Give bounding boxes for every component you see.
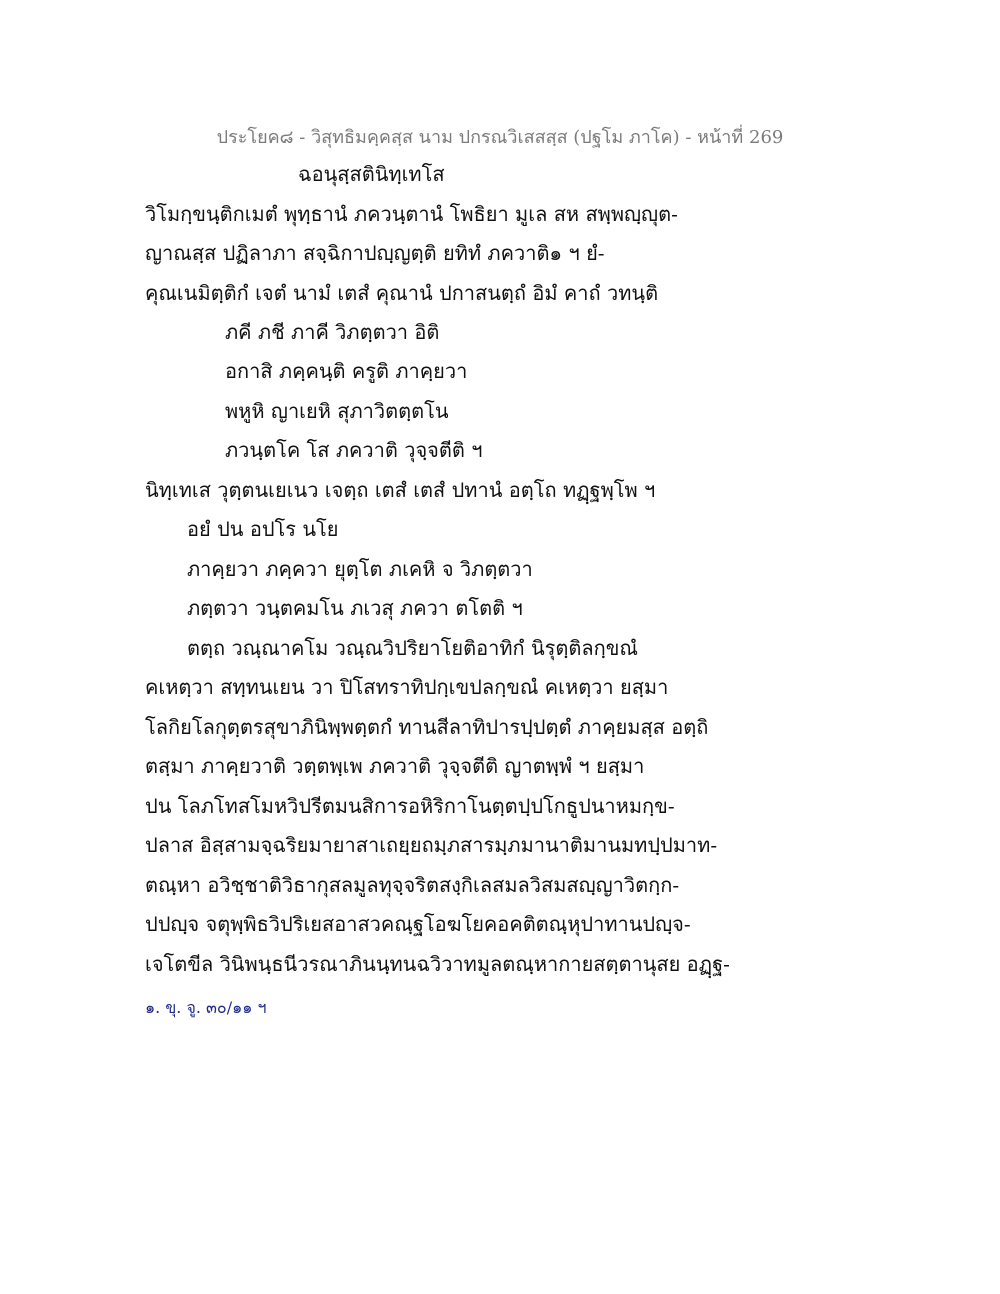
verse-line: ภตฺตวา วนฺตคมโน ภเวสุ ภควา ตโตติ ฯ — [187, 596, 523, 620]
verse-line: ภาคฺยวา ภคฺควา ยุตฺโต ภเคหิ จ วิภตฺตวา — [187, 557, 533, 581]
text-line: ปปญฺจ จตุพฺพิธวิปริเยสอาสวคณฺฐโอฆโยคอคติตณฺหุปาทานปญฺจ- — [145, 912, 691, 936]
text-line: คเหตฺวา สทฺทนเยน วา ปิโสทราทิปกฺเขปลกฺขณํ คเหตฺวา ยสฺมา — [145, 675, 669, 699]
text-line: โลกิยโลกุตฺตรสุขาภินิพฺพตฺตกํ ทานสีลาทิปารปฺปตฺตํ ภาคฺยมสฺส อตฺถิ — [145, 715, 709, 739]
text-line: อยํ ปน อปโร นโย — [187, 517, 339, 541]
text-line: ตตฺถ วณฺณาคโม วณฺณวิปริยาโยติอาทิกํ นิรุตฺติลกฺขณํ — [187, 636, 638, 660]
text-line: เจโตขีล วินิพนฺธนีวรณาภินนฺทนฉวิวาทมูลตณฺหากายสตฺตานุสย อฏฺฐ- — [145, 952, 730, 976]
text-line: ตสฺมา ภาคฺยวาติ วตฺตพฺเพ ภควาติ วุจฺจตีติ ญาตพฺพํ ฯ ยสฺมา — [145, 754, 645, 778]
text-line: วิโมกฺขนฺติกเมตํ พุทฺธานํ ภควนฺตานํ โพธิยา มูเล สห สพฺพญฺญุต- — [145, 202, 678, 226]
verse-line: พหูหิ ญาเยหิ สุภาวิตตฺตโน — [225, 399, 449, 423]
page-header: ประโยค๘ - วิสุทธิมคฺคสฺส นาม ปกรณวิเสสสฺส (ปฐโม ภาโค) - หน้าที่ 269 — [216, 127, 784, 148]
text-line: นิทฺเทเส วุตฺตนเยเนว เจตฺถ เตสํ เตสํ ปทานํ อตฺโถ ทฏฺฐพฺโพ ฯ — [145, 478, 656, 502]
section-title: ฉอนุสฺสตินิทฺเทโส — [298, 162, 445, 186]
text-line: ปลาส อิสฺสามจฺฉริยมายาสาเถยฺยถมฺภสารมฺภมานาติมานมทปฺปมาท- — [145, 833, 718, 857]
text-line: ตณฺหา อวิชฺชาติวิธากุสลมูลทุจฺจริตสงฺกิเลสมลวิสมสญฺญาวิตกฺก- — [145, 873, 680, 897]
text-line: ญาณสฺส ปฏิลาภา สจฺฉิกาปญฺญตฺติ ยทิทํ ภควาติ๑ ฯ ยํ- — [145, 241, 605, 265]
footnote: ๑. ขุ. จู. ๓๐/๑๑ ฯ — [145, 998, 267, 1017]
text-line: ปน โลภโทสโมหวิปรีตมนสิการอหิริกาโนตฺตปฺปโกธูปนาหมกฺข- — [145, 794, 675, 818]
text-line: คุณเนมิตฺติกํ เจตํ นามํ เตสํ คุณานํ ปกาสนตฺถํ อิมํ คาถํ วทนฺติ — [145, 281, 659, 305]
verse-line: ภคี ภชี ภาคี วิภตฺตวา อิติ — [225, 320, 440, 344]
verse-line: อกาสิ ภคฺคนฺติ ครูติ ภาคฺยวา — [225, 359, 468, 383]
verse-line: ภวนฺตโค โส ภควาติ วุจฺจตีติ ฯ — [225, 438, 483, 462]
